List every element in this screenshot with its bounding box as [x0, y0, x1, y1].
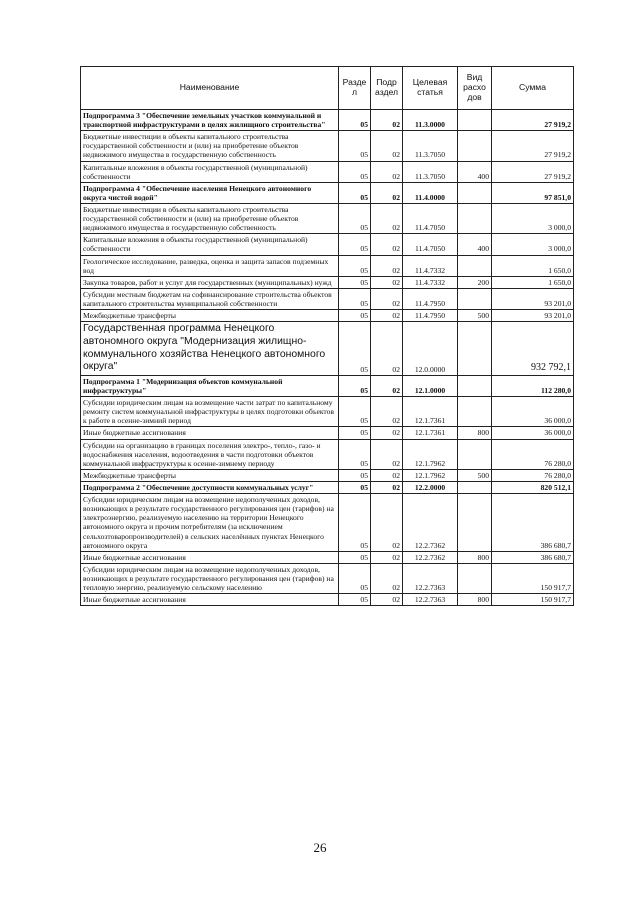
cell-name: Подпрограмма 3 "Обеспечение земельных участков коммунальной и транспортной инфраструктурами в целях жилищного строительства" [81, 110, 339, 131]
table-row [81, 397, 574, 427]
cell-statya: 11.4.7050 [403, 203, 458, 233]
table-row [81, 276, 574, 288]
cell-summa: 36 000,0 [492, 427, 574, 439]
table-row [81, 551, 574, 563]
table-row [81, 469, 574, 481]
page-number: 26 [313, 840, 327, 855]
cell-podrazdel: 02 [371, 131, 403, 161]
cell-name: Государственная программа Ненецкого автономного округа "Модернизация жилищно-коммунального хозяйства Ненецкого автономного округа" [81, 322, 339, 376]
cell-vid: 800 [458, 551, 492, 563]
cell-statya: 11.4.7332 [403, 276, 458, 288]
cell-statya: 11.4.7950 [403, 288, 458, 309]
table-row [81, 131, 574, 161]
cell-statya: 11.3.7050 [403, 131, 458, 161]
cell-razdel: 05 [339, 494, 371, 552]
header-vid: Вид расхо дов [458, 67, 492, 110]
table-body [81, 110, 574, 606]
cell-statya: 12.2.7362 [403, 551, 458, 563]
header-razdel: Разде л [339, 67, 371, 110]
table-row [81, 439, 574, 469]
cell-statya: 12.0.0000 [403, 322, 458, 376]
cell-statya: 12.2.0000 [403, 482, 458, 494]
cell-vid: 400 [458, 161, 492, 182]
table-row [81, 375, 574, 396]
cell-summa: 386 680,7 [492, 551, 574, 563]
cell-statya: 12.1.7361 [403, 427, 458, 439]
cell-razdel: 05 [339, 234, 371, 255]
cell-razdel: 05 [339, 427, 371, 439]
cell-vid: 500 [458, 310, 492, 322]
cell-name: Капитальные вложения в объекты государственной (муниципальной) собственности [81, 234, 339, 255]
cell-podrazdel: 02 [371, 594, 403, 606]
cell-summa: 76 280,0 [492, 469, 574, 481]
cell-summa: 3 000,0 [492, 203, 574, 233]
cell-name: Субсидии на организацию в границах поселения электро-, тепло-, газо- и водоснабжения населения, водоотведения в части подготовки объектов коммунальной инфраструктуры к осенне-зимнему периоду [81, 439, 339, 469]
table-row [81, 255, 574, 276]
cell-name: Геологическое исследование, разведка, оценка и защита запасов подземных вод [81, 255, 339, 276]
cell-statya: 11.3.0000 [403, 110, 458, 131]
cell-summa: 150 917,7 [492, 563, 574, 593]
cell-name: Подпрограмма 2 "Обеспечение доступности коммунальных услуг" [81, 482, 339, 494]
cell-summa: 76 280,0 [492, 439, 574, 469]
cell-summa: 27 919,2 [492, 110, 574, 131]
cell-podrazdel: 02 [371, 255, 403, 276]
cell-podrazdel: 02 [371, 161, 403, 182]
cell-podrazdel: 02 [371, 310, 403, 322]
cell-name: Субсидии юридическим лицам на возмещение недополученных доходов, возникающих в результате государственного регулирования цен (тарифов) на электроэнергию, реализуемую населению на территории Ненецкого автономного округа и прочим потребителям (за исключением сельхозтоваропроизводителей) в сельских населённых пунктах Ненецкого автономного округа [81, 494, 339, 552]
table-row [81, 234, 574, 255]
table-row [81, 427, 574, 439]
cell-razdel: 05 [339, 375, 371, 396]
cell-razdel: 05 [339, 310, 371, 322]
budget-table [80, 66, 574, 606]
cell-vid [458, 563, 492, 593]
cell-vid: 200 [458, 276, 492, 288]
cell-name: Иные бюджетные ассигнования [81, 427, 339, 439]
cell-summa: 27 919,2 [492, 131, 574, 161]
cell-vid [458, 439, 492, 469]
cell-statya: 11.3.7050 [403, 161, 458, 182]
cell-statya: 11.4.7332 [403, 255, 458, 276]
cell-name: Бюджетные инвестиции в объекты капитального строительства государственной собственности и (или) на приобретение объектов недвижимого имущества в государственную собственность [81, 203, 339, 233]
header-summa: Сумма [492, 67, 574, 110]
table-row [81, 594, 574, 606]
cell-statya: 12.1.7962 [403, 439, 458, 469]
cell-name: Субсидии юридическим лицам на возмещение недополученных доходов, возникающих в результате государственного регулирования цен (тарифов) на тепловую энергию, реализуемую сельскому населению [81, 563, 339, 593]
cell-summa: 932 792,1 [492, 322, 574, 376]
cell-statya: 12.1.7361 [403, 397, 458, 427]
table-row [81, 161, 574, 182]
cell-summa: 36 000,0 [492, 397, 574, 427]
cell-vid [458, 375, 492, 396]
cell-podrazdel: 02 [371, 494, 403, 552]
cell-vid [458, 131, 492, 161]
cell-statya: 12.2.7362 [403, 494, 458, 552]
cell-vid: 400 [458, 234, 492, 255]
cell-vid [458, 397, 492, 427]
cell-summa: 93 201,0 [492, 310, 574, 322]
cell-podrazdel: 02 [371, 288, 403, 309]
cell-vid [458, 255, 492, 276]
cell-summa: 97 851,0 [492, 182, 574, 203]
cell-statya: 12.1.7962 [403, 469, 458, 481]
cell-summa: 112 280,0 [492, 375, 574, 396]
cell-podrazdel: 02 [371, 469, 403, 481]
cell-name: Субсидии местным бюджетам на софинансирование строительства объектов капитального строительства муниципальной собственности [81, 288, 339, 309]
cell-razdel: 05 [339, 469, 371, 481]
cell-statya: 12.2.7363 [403, 594, 458, 606]
cell-podrazdel: 02 [371, 203, 403, 233]
cell-summa: 150 917,7 [492, 594, 574, 606]
header-statya: Целевая статья [403, 67, 458, 110]
cell-vid [458, 494, 492, 552]
cell-summa: 1 650,0 [492, 276, 574, 288]
cell-podrazdel: 02 [371, 276, 403, 288]
cell-statya: 11.4.0000 [403, 182, 458, 203]
cell-vid [458, 322, 492, 376]
cell-podrazdel: 02 [371, 397, 403, 427]
cell-name: Субсидии юридическим лицам на возмещение части затрат по капитальному ремонту систем коммунальной инфраструктуры в целях подготовки объектов к работе в осенне-зимний период [81, 397, 339, 427]
cell-razdel: 05 [339, 276, 371, 288]
table-row [81, 494, 574, 552]
table-header-row [81, 67, 574, 110]
cell-razdel: 05 [339, 288, 371, 309]
cell-podrazdel: 02 [371, 375, 403, 396]
cell-vid [458, 110, 492, 131]
cell-vid: 800 [458, 427, 492, 439]
cell-name: Подпрограмма 4 "Обеспечение населения Ненецкого автономного округа чистой водой" [81, 182, 339, 203]
cell-razdel: 05 [339, 322, 371, 376]
table-row [81, 110, 574, 131]
table-row [81, 482, 574, 494]
cell-name: Межбюджетные трансферты [81, 310, 339, 322]
cell-podrazdel: 02 [371, 427, 403, 439]
table-row [81, 182, 574, 203]
cell-name: Закупка товаров, работ и услуг для государственных (муниципальных) нужд [81, 276, 339, 288]
cell-podrazdel: 02 [371, 110, 403, 131]
cell-name: Межбюджетные трансферты [81, 469, 339, 481]
cell-razdel: 05 [339, 551, 371, 563]
cell-razdel: 05 [339, 255, 371, 276]
cell-podrazdel: 02 [371, 439, 403, 469]
cell-name: Иные бюджетные ассигнования [81, 594, 339, 606]
table-row [81, 288, 574, 309]
table-row [81, 563, 574, 593]
header-name: Наименование [81, 67, 339, 110]
cell-summa: 820 512,1 [492, 482, 574, 494]
cell-vid [458, 288, 492, 309]
cell-podrazdel: 02 [371, 322, 403, 376]
table-row [81, 203, 574, 233]
table-row [81, 322, 574, 376]
cell-razdel: 05 [339, 161, 371, 182]
cell-summa: 27 919,2 [492, 161, 574, 182]
cell-vid [458, 182, 492, 203]
cell-summa: 1 650,0 [492, 255, 574, 276]
cell-vid: 800 [458, 594, 492, 606]
cell-razdel: 05 [339, 594, 371, 606]
cell-podrazdel: 02 [371, 563, 403, 593]
cell-summa: 3 000,0 [492, 234, 574, 255]
cell-podrazdel: 02 [371, 482, 403, 494]
cell-razdel: 05 [339, 182, 371, 203]
cell-name: Иные бюджетные ассигнования [81, 551, 339, 563]
header-podrazdel: Подр аздел [371, 67, 403, 110]
cell-statya: 12.2.7363 [403, 563, 458, 593]
cell-podrazdel: 02 [371, 182, 403, 203]
cell-podrazdel: 02 [371, 234, 403, 255]
cell-summa: 93 201,0 [492, 288, 574, 309]
cell-vid [458, 482, 492, 494]
cell-vid: 500 [458, 469, 492, 481]
cell-statya: 11.4.7050 [403, 234, 458, 255]
cell-statya: 11.4.7950 [403, 310, 458, 322]
cell-summa: 386 680,7 [492, 494, 574, 552]
cell-podrazdel: 02 [371, 551, 403, 563]
cell-name: Подпрограмма 1 "Модернизация объектов коммунальной инфраструктуры" [81, 375, 339, 396]
cell-name: Бюджетные инвестиции в объекты капитального строительства государственной собственности и (или) на приобретение объектов недвижимого имущества в государственную собственность [81, 131, 339, 161]
cell-razdel: 05 [339, 131, 371, 161]
cell-razdel: 05 [339, 439, 371, 469]
cell-statya: 12.1.0000 [403, 375, 458, 396]
cell-razdel: 05 [339, 482, 371, 494]
cell-razdel: 05 [339, 203, 371, 233]
cell-razdel: 05 [339, 563, 371, 593]
cell-vid [458, 203, 492, 233]
cell-razdel: 05 [339, 397, 371, 427]
table-row [81, 310, 574, 322]
cell-razdel: 05 [339, 110, 371, 131]
cell-name: Капитальные вложения в объекты государственной (муниципальной) собственности [81, 161, 339, 182]
